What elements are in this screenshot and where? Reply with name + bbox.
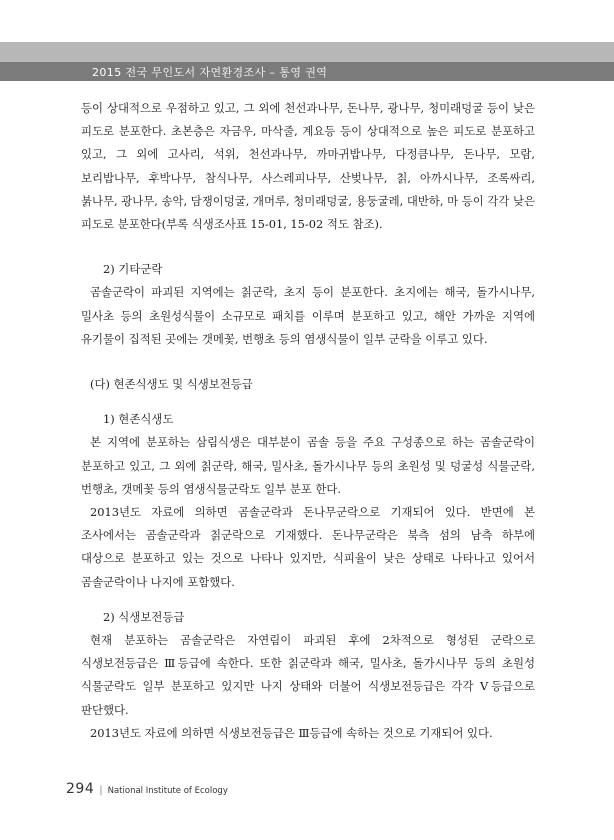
heading-other-communities: 2) 기타군락 <box>103 262 163 277</box>
page-number: 294 <box>66 781 95 797</box>
heading-conservation-grade: 2) 식생보전등급 <box>103 609 185 624</box>
paragraph-conservation-grade: 현재 분포하는 곰솔군락은 자연림이 파괴된 후에 2차적으로 형성된 군락으로 식생보전등급은 Ⅲ등급에 속한다. 또한 칡군락과 해국, 밀사초, 돌가시나무 등의 초원성 식물군락도 일부 분포하고 있지만 나지 상태와 더불어 식생보전등급은 각각 Ⅴ등급으로 판단했다. <box>81 633 535 717</box>
paragraph-2013-comparison: 2013년도 자료에 의하면 곰솔군락과 돈나무군락으로 기재되어 있다. 반면에 본 조사에서는 곰솔군락과 칡군락으로 기재했다. 돈나무군락은 북측 섬의 남측 하부에 대상으로 분포하고 있는 것으로 나타나 있지만, 식피율이 낮은 상태로 나타나고 있어서 곰솔군락이나 나지에 포함했다. <box>81 505 535 589</box>
page-body <box>81 97 535 745</box>
header-band <box>0 42 614 62</box>
page-footer <box>66 778 228 797</box>
running-header-title: 2015 전국 무인도서 자연환경조사 – 통영 권역 <box>92 66 328 79</box>
heading-current-vegetation: 1) 현존식생도 <box>103 412 174 427</box>
heading-section-vegetation-map: (다) 현존식생도 및 식생보전등급 <box>90 377 253 392</box>
paragraph-2013-grade: 2013년도 자료에 의하면 식생보전등급은 Ⅲ등급에 속하는 것으로 기재되어 있다. <box>90 725 493 740</box>
paragraph-current-vegetation: 본 지역에 분포하는 삼림식생은 대부분이 곰솔 등을 주요 구성종으로 하는 곰솔군락이 분포하고 있고, 그 외에 칡군락, 해국, 밀사초, 돌가시나무 등의 초원성 및 덩굴성 식물군락, 번행초, 갯메꽃 등의 염생식물군락도 일부 분포 한다. <box>81 435 535 496</box>
institute-name: National Institute of Ecology <box>107 786 228 796</box>
paragraph-species-list: 등이 상대적으로 우점하고 있고, 그 외에 천선과나무, 돈나무, 광나무, 청미래덩굴 등이 낮은 피도로 분포한다. 초본층은 자금우, 마삭줄, 계요등 등이 상대적으로 높은 피도로 분포하고 있고, 그 외에 고사리, 석위, 천선과나무, 까마귀밥나무, 다정큼나무, 돈나무, 모람, 보리밥나무, 후박나무, 참식나무, 사스레피나무, 산벚나무, 칡, 아까시나무, 조록싸리, 붉나무, 광나무, 송악, 담쟁이덩굴, 개머루, 청미래덩굴, 용둥굴레, 대반하, 마 등이 각각 낮은 피도로 분포한다(부록 식생조사표 15-01, 15-02 적도 참조). <box>81 101 535 232</box>
footer-separator: | <box>99 785 103 796</box>
top-margin <box>0 0 614 42</box>
paragraph-other-communities: 곰솔군락이 파괴된 지역에는 칡군락, 초지 등이 분포한다. 초지에는 해국, 돌가시나무, 밀사초 등의 초원성식물이 소규모로 패치를 이루며 분포하고 있고, 해안 가까운 지역에 유기물이 집적된 곳에는 갯메꽃, 번행초 등의 염생식물이 일부 군락을 이루고 있다. <box>81 285 535 346</box>
